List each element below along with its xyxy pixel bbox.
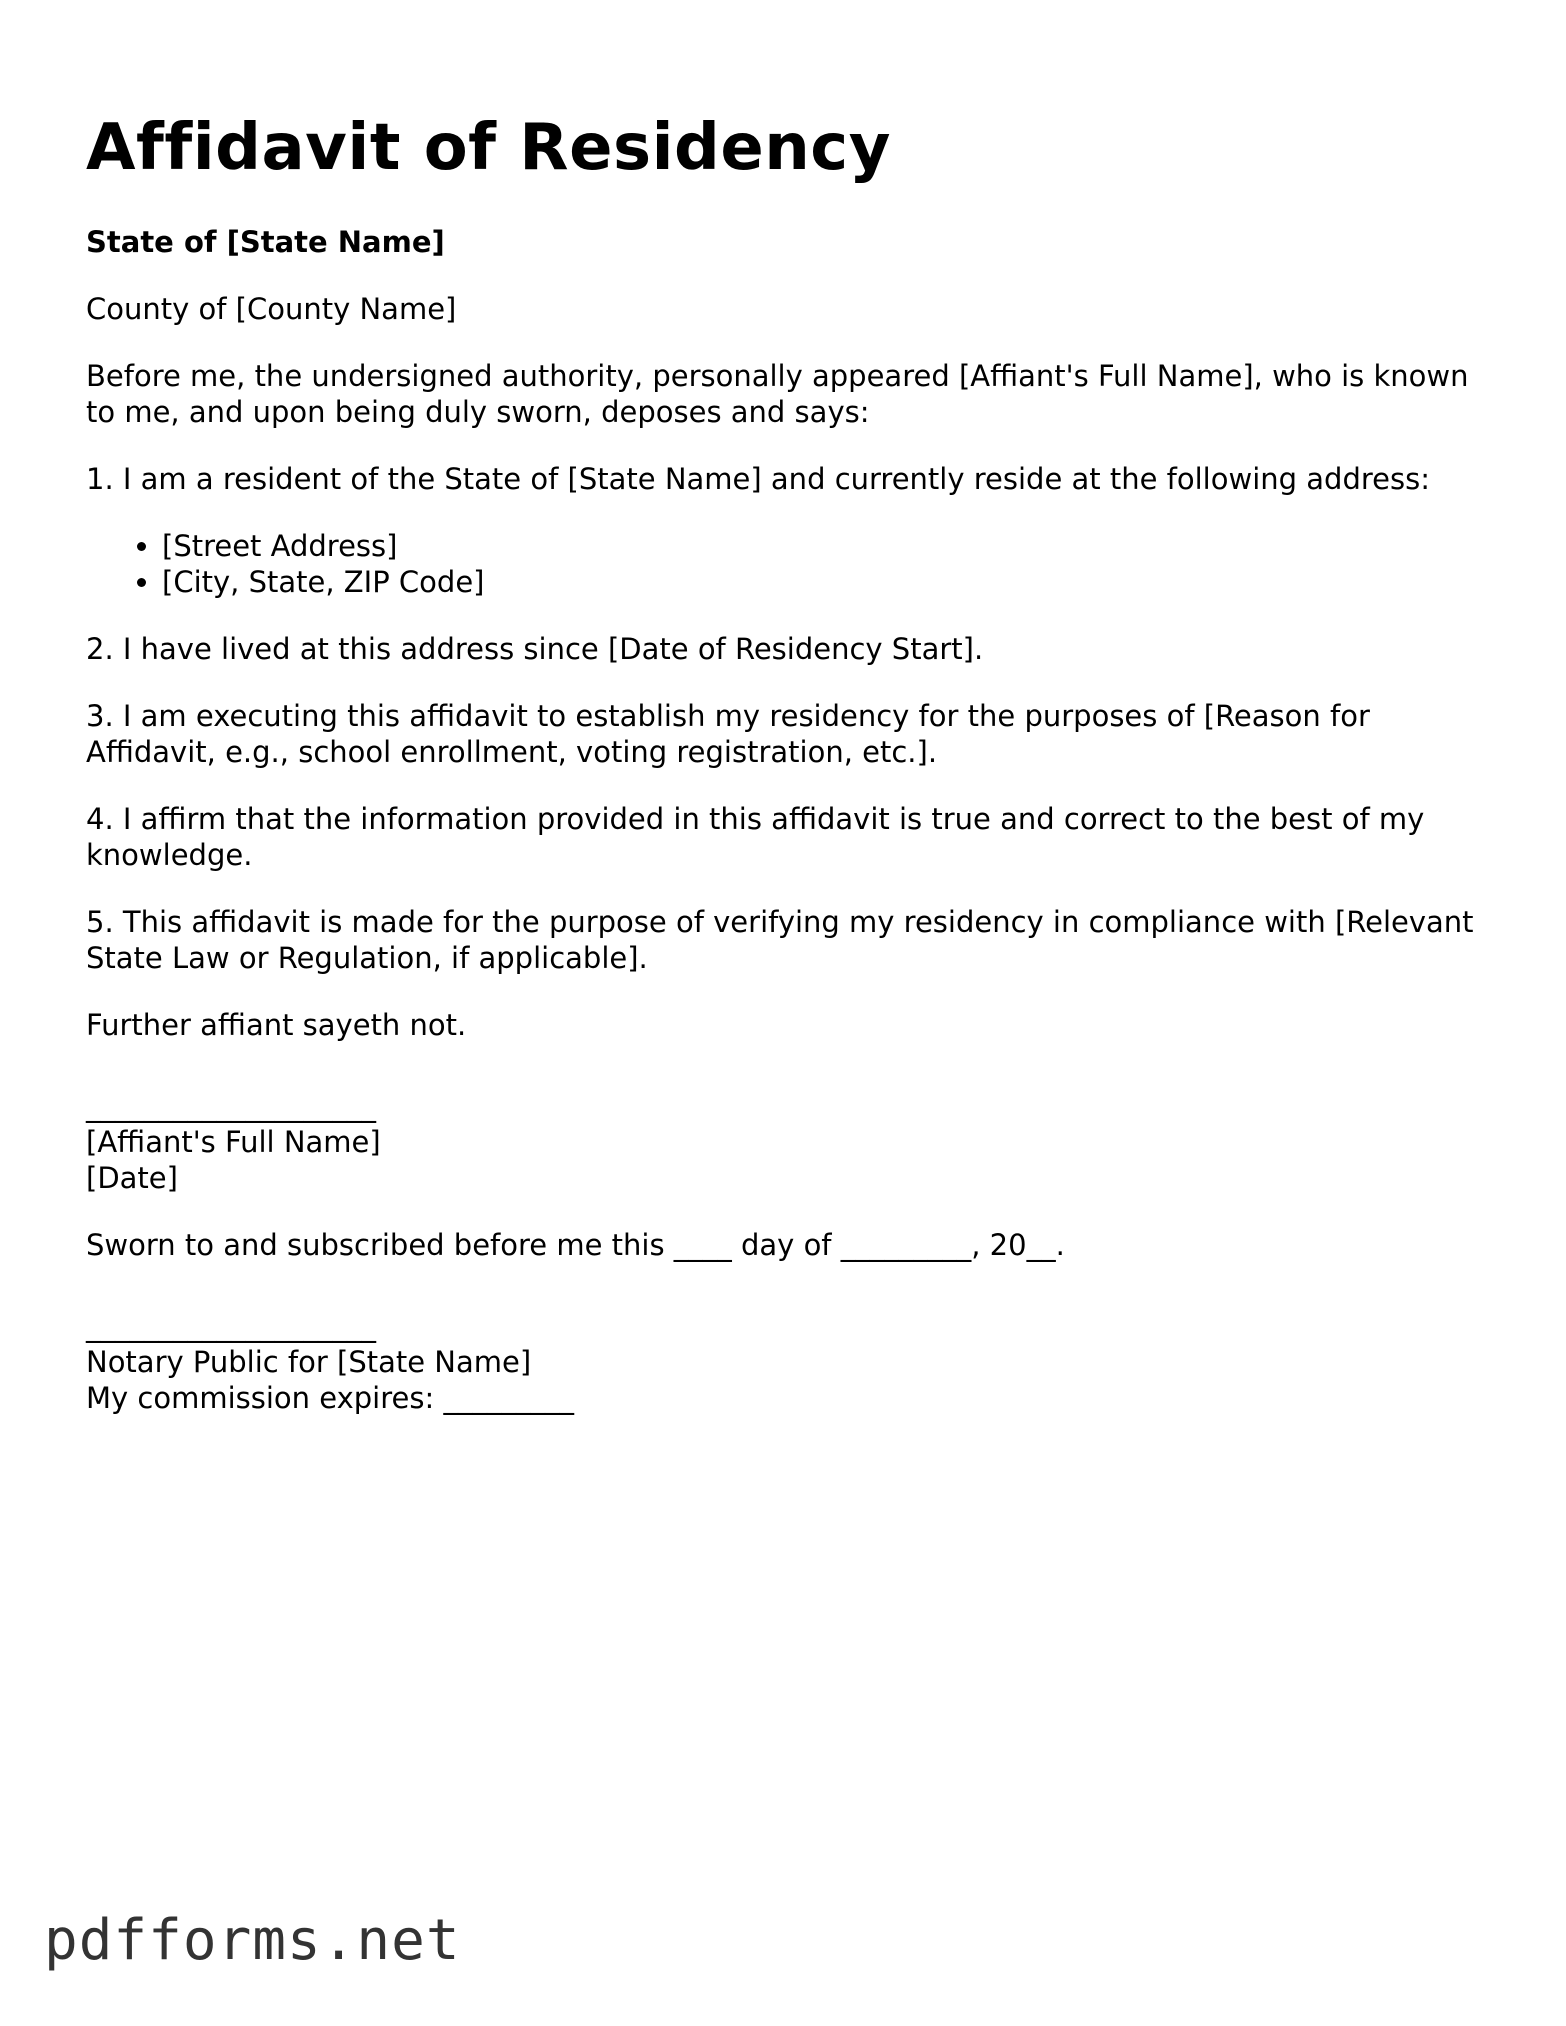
statement-item-1: 1. I am a resident of the State of [State Name] and currently reside at the following address: <box>86 462 1430 496</box>
commission-expires: My commission expires: _________ <box>86 1381 574 1415</box>
state-line: State of [State Name] <box>86 225 445 259</box>
address-list <box>86 528 1486 600</box>
affiant-signature-line: ____________________ <box>86 1089 376 1123</box>
statement-item-4: 4. I affirm that the information provided in this affidavit is true and correct to the best of my knowledge. <box>86 802 1425 872</box>
affiant-date: [Date] <box>86 1161 178 1195</box>
address-city-state-zip: • [City, State, ZIP Code] <box>162 564 1486 600</box>
statement-item-5: 5. This affidavit is made for the purpose of verifying my residency in compliance with [Relevant State Law or Regulation, if applicable]. <box>86 905 1474 975</box>
statement-item-3: 3. I am executing this affidavit to establish my residency for the purposes of [Reason for Affidavit, e.g., school enrollment, voting registration, etc.]. <box>86 699 1370 769</box>
notary-signature-block <box>86 1308 1486 1416</box>
document-title: Affidavit of Residency <box>86 111 891 185</box>
statement-item-2: 2. I have lived at this address since [Date of Residency Start]. <box>86 632 984 666</box>
notary-title: Notary Public for [State Name] <box>86 1345 532 1379</box>
county-line: County of [County Name] <box>86 292 457 326</box>
closing-statement: Further affiant sayeth not. <box>86 1008 467 1042</box>
intro-paragraph: Before me, the undersigned authority, personally appeared [Affiant's Full Name], who is known to me, and upon being duly sworn, deposes and says: <box>86 359 1469 429</box>
address-street: • [Street Address] <box>162 528 1486 564</box>
affiant-name: [Affiant's Full Name] <box>86 1125 381 1159</box>
sworn-statement: Sworn to and subscribed before me this ____ day of _________, 20__. <box>86 1228 1065 1262</box>
affiant-signature-block <box>86 1088 1486 1196</box>
notary-signature-line: ____________________ <box>86 1309 376 1343</box>
affidavit-document <box>86 100 1486 1416</box>
watermark-logo: pdfforms.net <box>44 1908 461 1973</box>
